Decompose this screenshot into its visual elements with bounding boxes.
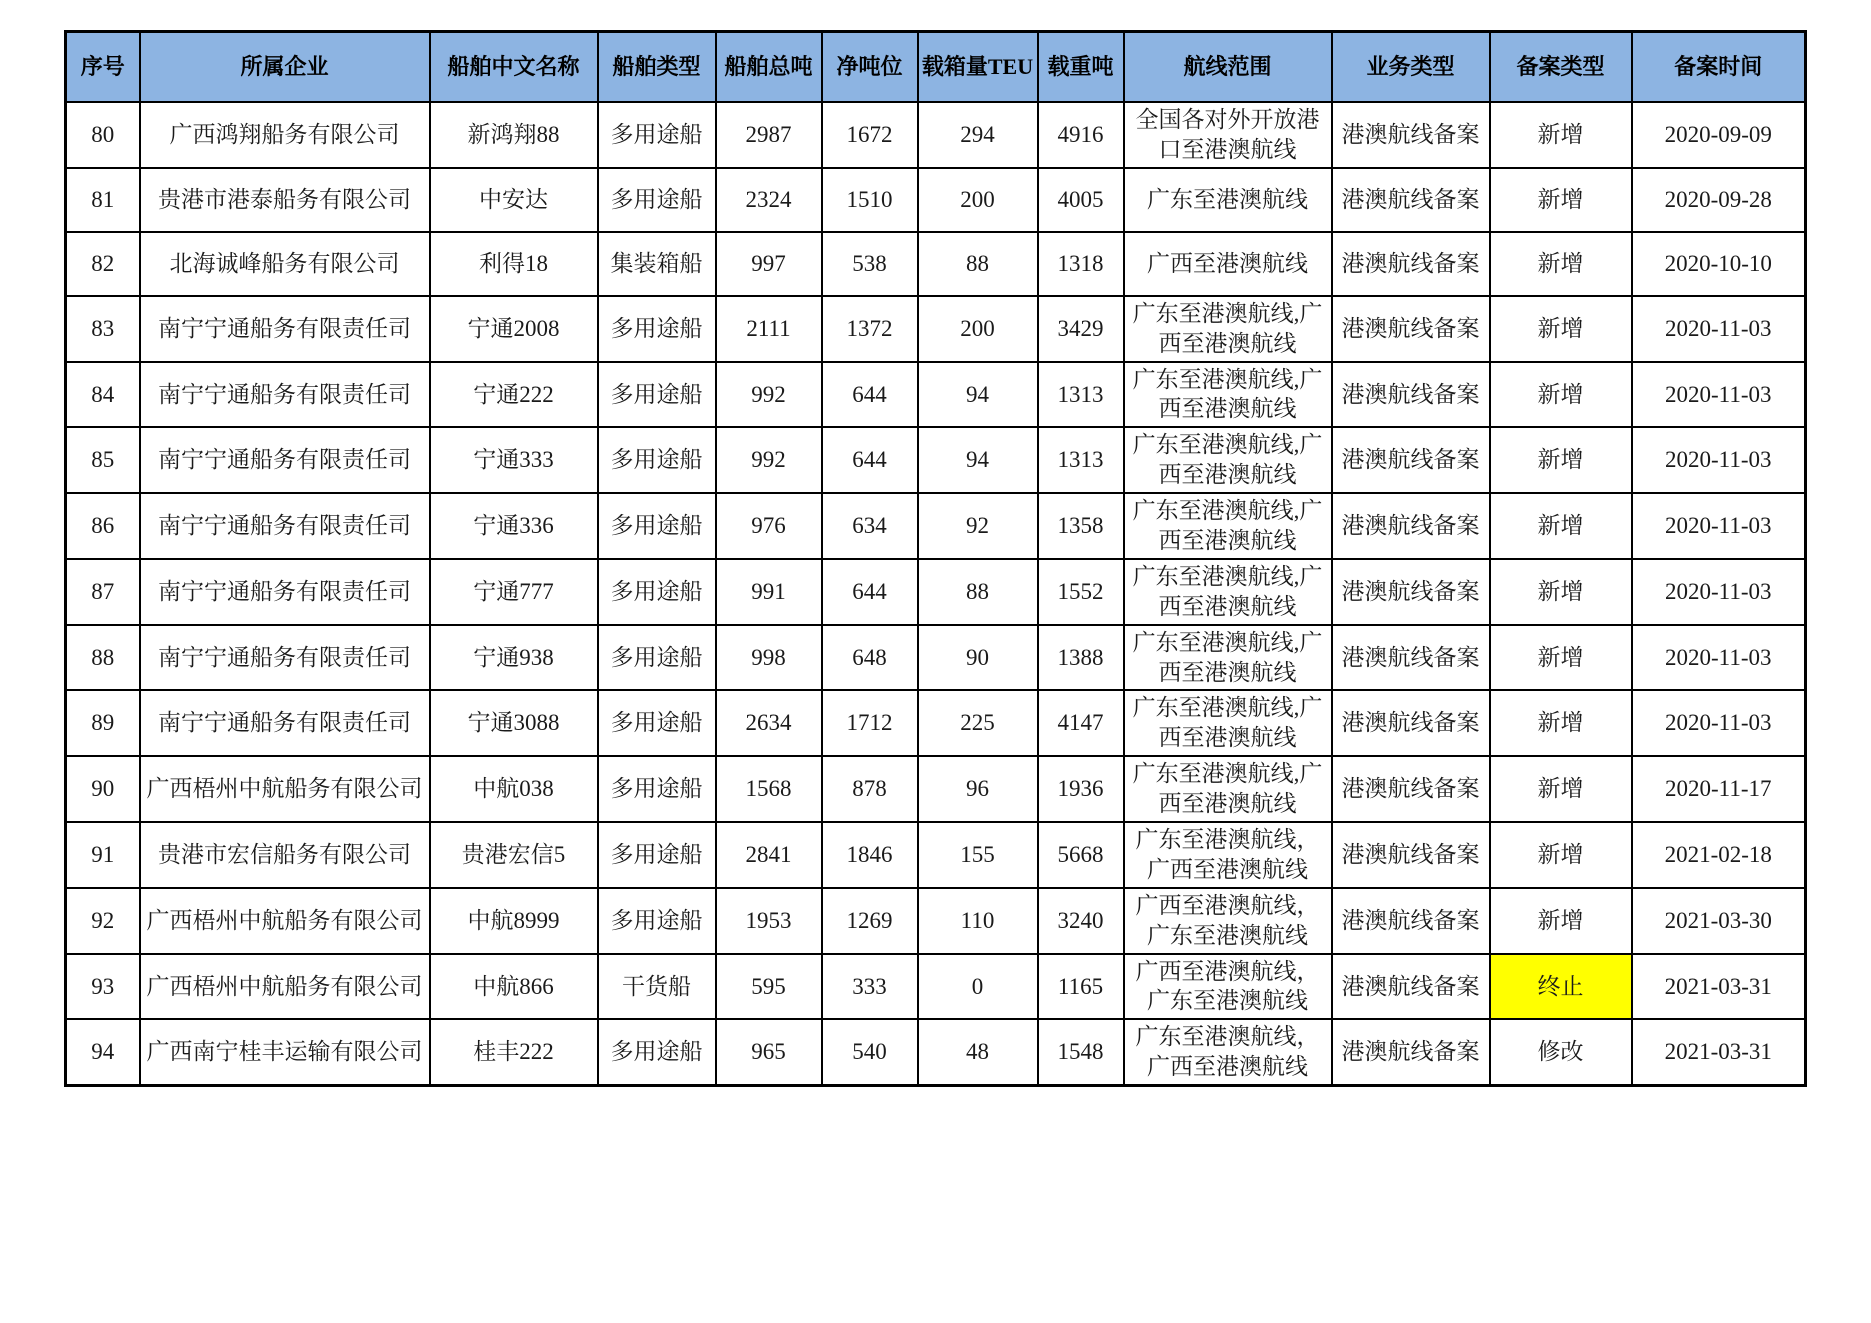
cell-ship-type: 多用途船 — [598, 362, 716, 428]
cell-route: 广东至港澳航线 — [1124, 168, 1332, 232]
cell-filing-type: 新增 — [1490, 690, 1632, 756]
cell-teu: 48 — [918, 1019, 1038, 1085]
cell-company: 贵港市宏信船务有限公司 — [140, 822, 430, 888]
cell-seq: 89 — [66, 690, 140, 756]
cell-ship-type: 多用途船 — [598, 625, 716, 691]
cell-company: 广西梧州中航船务有限公司 — [140, 954, 430, 1020]
column-header-seq: 序号 — [66, 32, 140, 103]
table-row — [66, 822, 1806, 888]
cell-seq: 93 — [66, 954, 140, 1020]
cell-teu: 225 — [918, 690, 1038, 756]
cell-net-tonnage: 540 — [822, 1019, 918, 1085]
column-header-route: 航线范围 — [1124, 32, 1332, 103]
cell-ship-type: 多用途船 — [598, 427, 716, 493]
cell-route: 广东至港澳航线,广西至港澳航线 — [1124, 493, 1332, 559]
cell-ship-name: 宁通336 — [430, 493, 598, 559]
cell-net-tonnage: 648 — [822, 625, 918, 691]
cell-business-type: 港澳航线备案 — [1332, 559, 1490, 625]
cell-company: 南宁宁通船务有限责任司 — [140, 296, 430, 362]
cell-ship-type: 多用途船 — [598, 559, 716, 625]
cell-seq: 83 — [66, 296, 140, 362]
cell-net-tonnage: 878 — [822, 756, 918, 822]
cell-filing-date: 2020-11-17 — [1632, 756, 1806, 822]
cell-company: 南宁宁通船务有限责任司 — [140, 427, 430, 493]
cell-ship-type: 多用途船 — [598, 888, 716, 954]
cell-filing-date: 2020-11-03 — [1632, 493, 1806, 559]
cell-ship-type: 多用途船 — [598, 822, 716, 888]
cell-ship-name: 宁通2008 — [430, 296, 598, 362]
cell-deadweight: 4147 — [1038, 690, 1124, 756]
cell-seq: 80 — [66, 102, 140, 168]
cell-route: 全国各对外开放港口至港澳航线 — [1124, 102, 1332, 168]
cell-filing-date: 2021-02-18 — [1632, 822, 1806, 888]
cell-deadweight: 1313 — [1038, 362, 1124, 428]
column-header-gross-tonnage: 船舶总吨 — [716, 32, 822, 103]
cell-filing-type: 修改 — [1490, 1019, 1632, 1085]
cell-net-tonnage: 644 — [822, 559, 918, 625]
cell-teu: 94 — [918, 362, 1038, 428]
table-row — [66, 559, 1806, 625]
cell-company: 南宁宁通船务有限责任司 — [140, 493, 430, 559]
table-row — [66, 1019, 1806, 1085]
cell-filing-date: 2020-11-03 — [1632, 427, 1806, 493]
column-header-filing-date: 备案时间 — [1632, 32, 1806, 103]
table-row — [66, 625, 1806, 691]
cell-seq: 82 — [66, 232, 140, 296]
cell-deadweight: 1318 — [1038, 232, 1124, 296]
cell-filing-type: 新增 — [1490, 822, 1632, 888]
cell-business-type: 港澳航线备案 — [1332, 493, 1490, 559]
cell-filing-date: 2020-11-03 — [1632, 559, 1806, 625]
cell-ship-name: 桂丰222 — [430, 1019, 598, 1085]
cell-route: 广东至港澳航线,广西至港澳航线 — [1124, 756, 1332, 822]
cell-seq: 88 — [66, 625, 140, 691]
cell-teu: 90 — [918, 625, 1038, 691]
cell-filing-date: 2020-11-03 — [1632, 296, 1806, 362]
cell-filing-date: 2020-11-03 — [1632, 625, 1806, 691]
cell-filing-date: 2020-11-03 — [1632, 690, 1806, 756]
cell-seq: 91 — [66, 822, 140, 888]
cell-gross-tonnage: 965 — [716, 1019, 822, 1085]
cell-business-type: 港澳航线备案 — [1332, 427, 1490, 493]
cell-teu: 94 — [918, 427, 1038, 493]
table-row — [66, 690, 1806, 756]
cell-company: 广西梧州中航船务有限公司 — [140, 756, 430, 822]
cell-ship-name: 宁通777 — [430, 559, 598, 625]
cell-deadweight: 5668 — [1038, 822, 1124, 888]
cell-route: 广西至港澳航线 — [1124, 232, 1332, 296]
cell-teu: 0 — [918, 954, 1038, 1020]
column-header-deadweight: 载重吨 — [1038, 32, 1124, 103]
cell-route: 广东至港澳航线,广西至港澳航线 — [1124, 625, 1332, 691]
column-header-ship-name: 船舶中文名称 — [430, 32, 598, 103]
cell-teu: 155 — [918, 822, 1038, 888]
cell-filing-type: 新增 — [1490, 756, 1632, 822]
table-row — [66, 232, 1806, 296]
table-row — [66, 493, 1806, 559]
cell-gross-tonnage: 976 — [716, 493, 822, 559]
cell-business-type: 港澳航线备案 — [1332, 625, 1490, 691]
cell-deadweight: 1388 — [1038, 625, 1124, 691]
cell-filing-type: 终止 — [1490, 954, 1632, 1020]
table-row — [66, 756, 1806, 822]
cell-filing-date: 2020-09-28 — [1632, 168, 1806, 232]
cell-deadweight: 1358 — [1038, 493, 1124, 559]
table-row — [66, 102, 1806, 168]
cell-route: 广东至港澳航线，广西至港澳航线 — [1124, 822, 1332, 888]
cell-net-tonnage: 1372 — [822, 296, 918, 362]
cell-net-tonnage: 538 — [822, 232, 918, 296]
header-row — [66, 32, 1806, 103]
cell-seq: 84 — [66, 362, 140, 428]
cell-gross-tonnage: 1953 — [716, 888, 822, 954]
cell-business-type: 港澳航线备案 — [1332, 954, 1490, 1020]
cell-teu: 88 — [918, 559, 1038, 625]
cell-filing-type: 新增 — [1490, 625, 1632, 691]
column-header-company: 所属企业 — [140, 32, 430, 103]
cell-ship-name: 利得18 — [430, 232, 598, 296]
cell-deadweight: 1936 — [1038, 756, 1124, 822]
cell-ship-name: 中航038 — [430, 756, 598, 822]
cell-route: 广西至港澳航线，广东至港澳航线 — [1124, 954, 1332, 1020]
cell-deadweight: 1165 — [1038, 954, 1124, 1020]
table-row — [66, 168, 1806, 232]
cell-company: 南宁宁通船务有限责任司 — [140, 625, 430, 691]
cell-ship-type: 多用途船 — [598, 296, 716, 362]
cell-seq: 85 — [66, 427, 140, 493]
cell-gross-tonnage: 992 — [716, 427, 822, 493]
cell-deadweight: 1552 — [1038, 559, 1124, 625]
cell-seq: 86 — [66, 493, 140, 559]
cell-business-type: 港澳航线备案 — [1332, 102, 1490, 168]
cell-filing-date: 2020-10-10 — [1632, 232, 1806, 296]
cell-route: 广东至港澳航线,广西至港澳航线 — [1124, 690, 1332, 756]
cell-filing-date: 2021-03-31 — [1632, 954, 1806, 1020]
cell-route: 广东至港澳航线,广西至港澳航线 — [1124, 559, 1332, 625]
cell-teu: 294 — [918, 102, 1038, 168]
cell-gross-tonnage: 2111 — [716, 296, 822, 362]
cell-ship-type: 多用途船 — [598, 168, 716, 232]
cell-route: 广东至港澳航线,广西至港澳航线 — [1124, 362, 1332, 428]
cell-net-tonnage: 333 — [822, 954, 918, 1020]
cell-ship-name: 中航8999 — [430, 888, 598, 954]
cell-company: 南宁宁通船务有限责任司 — [140, 559, 430, 625]
cell-filing-type: 新增 — [1490, 888, 1632, 954]
cell-teu: 200 — [918, 168, 1038, 232]
cell-ship-type: 多用途船 — [598, 1019, 716, 1085]
cell-filing-type: 新增 — [1490, 168, 1632, 232]
cell-deadweight: 1313 — [1038, 427, 1124, 493]
cell-net-tonnage: 1510 — [822, 168, 918, 232]
cell-gross-tonnage: 992 — [716, 362, 822, 428]
cell-filing-type: 新增 — [1490, 427, 1632, 493]
cell-company: 南宁宁通船务有限责任司 — [140, 362, 430, 428]
cell-seq: 92 — [66, 888, 140, 954]
cell-company: 广西南宁桂丰运输有限公司 — [140, 1019, 430, 1085]
cell-route: 广西至港澳航线，广东至港澳航线 — [1124, 888, 1332, 954]
cell-net-tonnage: 1712 — [822, 690, 918, 756]
cell-route: 广东至港澳航线,广西至港澳航线 — [1124, 296, 1332, 362]
cell-gross-tonnage: 991 — [716, 559, 822, 625]
cell-business-type: 港澳航线备案 — [1332, 822, 1490, 888]
cell-company: 广西梧州中航船务有限公司 — [140, 888, 430, 954]
cell-teu: 92 — [918, 493, 1038, 559]
cell-net-tonnage: 1846 — [822, 822, 918, 888]
cell-ship-name: 贵港宏信5 — [430, 822, 598, 888]
cell-deadweight: 4005 — [1038, 168, 1124, 232]
cell-company: 北海诚峰船务有限公司 — [140, 232, 430, 296]
cell-route: 广东至港澳航线，广西至港澳航线 — [1124, 1019, 1332, 1085]
cell-teu: 88 — [918, 232, 1038, 296]
cell-company: 南宁宁通船务有限责任司 — [140, 690, 430, 756]
table-row — [66, 427, 1806, 493]
cell-business-type: 港澳航线备案 — [1332, 756, 1490, 822]
cell-filing-date: 2020-11-03 — [1632, 362, 1806, 428]
column-header-teu: 载箱量TEU — [918, 32, 1038, 103]
column-header-ship-type: 船舶类型 — [598, 32, 716, 103]
cell-gross-tonnage: 595 — [716, 954, 822, 1020]
cell-business-type: 港澳航线备案 — [1332, 232, 1490, 296]
cell-ship-type: 多用途船 — [598, 690, 716, 756]
table-body — [66, 102, 1806, 1086]
column-header-net-tonnage: 净吨位 — [822, 32, 918, 103]
cell-gross-tonnage: 997 — [716, 232, 822, 296]
cell-net-tonnage: 634 — [822, 493, 918, 559]
cell-company: 广西鸿翔船务有限公司 — [140, 102, 430, 168]
cell-ship-name: 新鸿翔88 — [430, 102, 598, 168]
cell-deadweight: 3240 — [1038, 888, 1124, 954]
cell-ship-name: 中安达 — [430, 168, 598, 232]
cell-filing-date: 2021-03-30 — [1632, 888, 1806, 954]
cell-business-type: 港澳航线备案 — [1332, 888, 1490, 954]
cell-filing-type: 新增 — [1490, 232, 1632, 296]
cell-deadweight: 4916 — [1038, 102, 1124, 168]
cell-gross-tonnage: 2634 — [716, 690, 822, 756]
cell-ship-name: 中航866 — [430, 954, 598, 1020]
cell-filing-date: 2020-09-09 — [1632, 102, 1806, 168]
cell-filing-type: 新增 — [1490, 102, 1632, 168]
cell-teu: 200 — [918, 296, 1038, 362]
cell-company: 贵港市港泰船务有限公司 — [140, 168, 430, 232]
table-row — [66, 362, 1806, 428]
cell-ship-name: 宁通938 — [430, 625, 598, 691]
cell-gross-tonnage: 1568 — [716, 756, 822, 822]
cell-teu: 110 — [918, 888, 1038, 954]
cell-ship-type: 多用途船 — [598, 493, 716, 559]
cell-gross-tonnage: 2324 — [716, 168, 822, 232]
cell-deadweight: 1548 — [1038, 1019, 1124, 1085]
table-row — [66, 888, 1806, 954]
cell-seq: 90 — [66, 756, 140, 822]
cell-ship-name: 宁通3088 — [430, 690, 598, 756]
cell-teu: 96 — [918, 756, 1038, 822]
cell-ship-type: 集装箱船 — [598, 232, 716, 296]
cell-net-tonnage: 644 — [822, 362, 918, 428]
cell-business-type: 港澳航线备案 — [1332, 1019, 1490, 1085]
cell-seq: 81 — [66, 168, 140, 232]
cell-ship-type: 多用途船 — [598, 756, 716, 822]
cell-net-tonnage: 1672 — [822, 102, 918, 168]
cell-net-tonnage: 644 — [822, 427, 918, 493]
table-row — [66, 296, 1806, 362]
cell-filing-date: 2021-03-31 — [1632, 1019, 1806, 1085]
cell-filing-type: 新增 — [1490, 362, 1632, 428]
table-row — [66, 954, 1806, 1020]
cell-gross-tonnage: 2841 — [716, 822, 822, 888]
cell-ship-name: 宁通333 — [430, 427, 598, 493]
cell-ship-name: 宁通222 — [430, 362, 598, 428]
cell-filing-type: 新增 — [1490, 559, 1632, 625]
cell-net-tonnage: 1269 — [822, 888, 918, 954]
cell-business-type: 港澳航线备案 — [1332, 690, 1490, 756]
cell-business-type: 港澳航线备案 — [1332, 296, 1490, 362]
cell-business-type: 港澳航线备案 — [1332, 362, 1490, 428]
cell-gross-tonnage: 998 — [716, 625, 822, 691]
column-header-filing-type: 备案类型 — [1490, 32, 1632, 103]
cell-filing-type: 新增 — [1490, 493, 1632, 559]
cell-route: 广东至港澳航线,广西至港澳航线 — [1124, 427, 1332, 493]
cell-ship-type: 干货船 — [598, 954, 716, 1020]
cell-seq: 94 — [66, 1019, 140, 1085]
cell-gross-tonnage: 2987 — [716, 102, 822, 168]
cell-ship-type: 多用途船 — [598, 102, 716, 168]
column-header-business-type: 业务类型 — [1332, 32, 1490, 103]
cell-business-type: 港澳航线备案 — [1332, 168, 1490, 232]
cell-deadweight: 3429 — [1038, 296, 1124, 362]
cell-filing-type: 新增 — [1490, 296, 1632, 362]
ship-filing-table — [64, 30, 1807, 1087]
cell-seq: 87 — [66, 559, 140, 625]
